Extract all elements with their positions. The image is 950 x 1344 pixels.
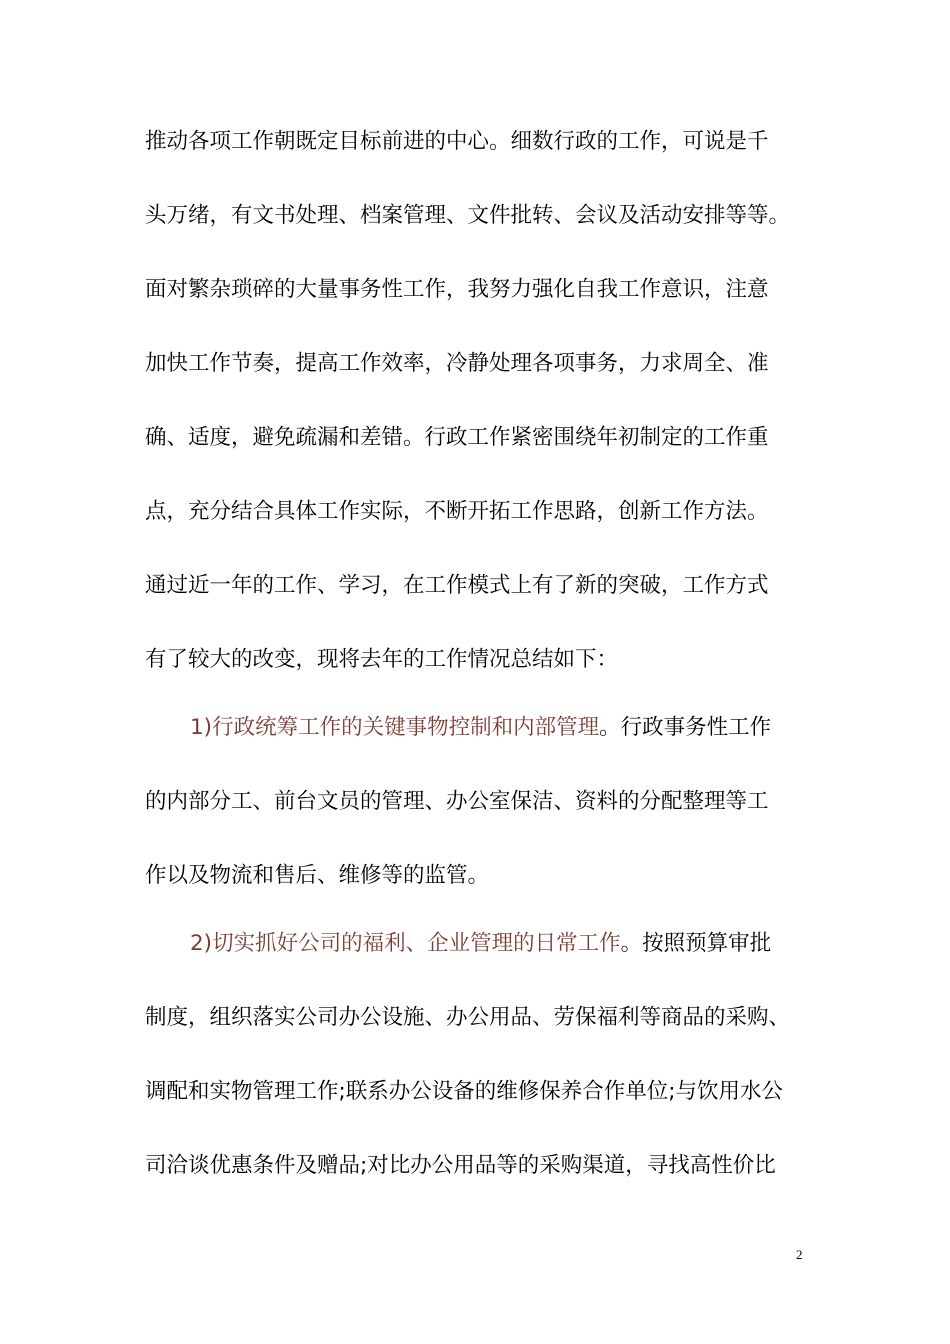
line-text: 作以及物流和售后、维修等的监管。 (145, 863, 490, 888)
line-text: 点，充分结合具体工作实际，不断开拓工作思路，创新工作方法。 (145, 499, 769, 524)
line-text: 有了较大的改变，现将去年的工作情况总结如下： (145, 647, 619, 672)
body-text-line (145, 201, 815, 231)
line-text: 制度，组织落实公司办公设施、办公用品、劳保福利等商品的采购、 (145, 1005, 791, 1030)
line-text: 推动各项工作朝既定目标前进的中心。细数行政的工作，可说是千 (145, 129, 769, 154)
body-text-line (145, 1077, 815, 1107)
line-text: 确、适度，避免疏漏和差错。行政工作紧密围绕年初制定的工作重 (145, 425, 769, 450)
body-text-line (145, 1151, 815, 1181)
line-text: 加快工作节奏，提高工作效率，冷静处理各项事务，力求周全、准 (145, 351, 769, 376)
body-text-line (145, 571, 815, 601)
body-text-line (145, 275, 815, 305)
line-text: 司洽谈优惠条件及赠品;对比办公用品等的采购渠道，寻找高性价比 (145, 1153, 776, 1178)
line-text: 的内部分工、前台文员的管理、办公室保洁、资料的分配整理等工 (145, 789, 769, 814)
line-text: 调配和实物管理工作;联系办公设备的维修保养合作单位;与饮用水公 (145, 1079, 783, 1104)
body-text-line (145, 127, 815, 157)
body-text-line (145, 1003, 815, 1033)
line-text: 。按照预算审批 (620, 931, 772, 956)
body-text-line (145, 861, 815, 891)
page-number: 2 (796, 1247, 803, 1262)
body-text-line (145, 349, 815, 379)
body-text-line (145, 497, 815, 527)
section-line (190, 713, 815, 743)
section-heading: 2)切实抓好公司的福利、企业管理的日常工作 (190, 931, 621, 956)
line-text: 面对繁杂琐碎的大量事务性工作，我努力强化自我工作意识，注意 (145, 277, 769, 302)
body-text-line (145, 423, 815, 453)
section-line (190, 929, 815, 959)
section-heading: 1)行政统筹工作的关键事物控制和内部管理 (190, 715, 600, 740)
line-text: 通过近一年的工作、学习，在工作模式上有了新的突破，工作方式 (145, 573, 769, 598)
line-text: 头万绪，有文书处理、档案管理、文件批转、会议及活动安排等等。 (145, 203, 791, 228)
line-text: 。行政事务性工作 (599, 715, 772, 740)
body-text-line (145, 645, 815, 675)
body-text-line (145, 787, 815, 817)
